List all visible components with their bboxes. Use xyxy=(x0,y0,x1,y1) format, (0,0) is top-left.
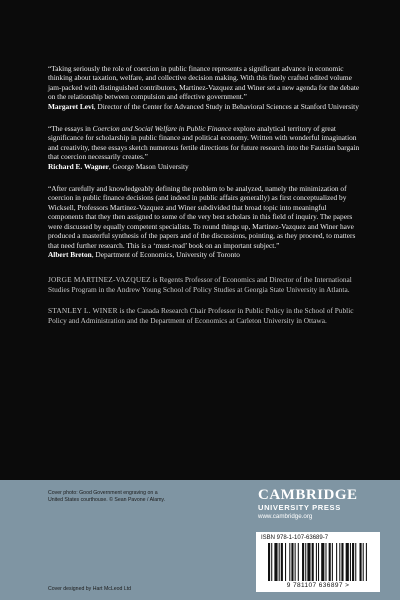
barcode-bar xyxy=(291,543,293,581)
bio-name: STANLEY L. WINER xyxy=(48,306,118,316)
bio-text: is the Canada Research Chair Professor in Public Policy in the School of Public Policy and Administration and the Department of Economics at Carleton University in Ottawa. xyxy=(48,306,354,325)
barcode-bar xyxy=(302,543,304,581)
barcode-panel xyxy=(256,532,380,592)
bio-name: JORGE MARTINEZ-VAZQUEZ xyxy=(48,275,151,285)
bio-text: is Regents Professor of Economics and Director of the International Studies Program in the Andrew Young School of Policy Studies at Georgia State University in Atlanta. xyxy=(48,275,352,294)
publisher-url: www.cambridge.org xyxy=(258,513,313,520)
barcode-bar xyxy=(279,543,280,581)
barcode-bar xyxy=(316,543,317,581)
endorsement-levi xyxy=(48,64,362,111)
barcode-bar xyxy=(321,543,324,581)
barcode-bar xyxy=(325,543,326,581)
quote-attribution xyxy=(48,162,362,171)
quote-author: Albert Breton xyxy=(48,249,92,259)
endorsement-breton xyxy=(48,184,362,259)
barcode-bar xyxy=(336,543,337,581)
barcode-bar xyxy=(341,543,343,581)
endorsement-wagner xyxy=(48,124,362,171)
publisher-subtitle: UNIVERSITY PRESS xyxy=(258,503,341,512)
book-title: Coercion and Social Welfare in Public Finance xyxy=(92,124,232,134)
quote-text: “Taking seriously the role of coercion in public finance represents a significant advance in economic thinking about taxation, welfare, and collective decision making. With this finely crafted edited volume jam-packed with distinguished contributors, Martinez-Vazquez and Winer set a new agenda for the debate on the relationship between compulsion and effective government.” xyxy=(48,64,360,102)
bio-winer xyxy=(48,306,362,325)
cover-photo-credit: Cover photo: Good Government engraving on a United States courthouse. © Sean Pavone / Alamy. xyxy=(48,490,166,504)
bottom-band xyxy=(0,480,400,600)
barcode-bar xyxy=(289,543,290,581)
publisher-name: CAMBRIDGE xyxy=(258,487,358,503)
endorsements-section xyxy=(48,64,362,337)
barcode-bar xyxy=(307,543,310,581)
barcode-bar xyxy=(281,543,283,581)
barcode-bar xyxy=(318,543,319,581)
quote-author: Margaret Levi xyxy=(48,101,94,111)
barcode-bar xyxy=(350,543,351,581)
barcode-bar xyxy=(366,543,367,581)
barcode-bar xyxy=(352,543,354,581)
quote-attribution xyxy=(48,250,362,259)
quote-attribution xyxy=(48,102,362,111)
barcode-bar xyxy=(332,543,333,581)
quote-text: “After carefully and knowledgeably defining the problem to be analyzed, namely the minimization of coercion in public finance decisions (and indeed in public affairs generally) as first conceptualized by Wicksell, Professors Martinez-Vazquez and Winer subdivided that broad topic into meaningful components that they then assigned to some of the very best scholars in this field of inquiry. The papers were discussed by equally competent specialists. To round things up, Martinez-Vazquez and Winer have produced a masterful synthesis of the papers and of the discussions, pointing, as they proceed, to matters that need further research. This is a ‘must-read’ book on an important subject.” xyxy=(48,184,356,250)
barcode-bar xyxy=(346,543,349,581)
barcode-bar xyxy=(305,543,306,581)
quote-text: “The essays in Coercion and Social Welfare in Public Finance explore analytical territory of great significance for scholarship in public finance and political economy. Written with wonderful imagination and creativity, these essays sketch numerous fertile directions for future research into the Faustian bargain that coercion necessarily creates.” xyxy=(48,124,360,162)
publisher-logo xyxy=(258,488,378,521)
quote-affiliation: , George Mason University xyxy=(108,161,189,171)
bio-martinez-vazquez xyxy=(48,275,362,294)
barcode-bar xyxy=(271,543,272,581)
quote-affiliation: , Department of Economics, University of Toronto xyxy=(91,249,240,259)
barcode-number: 9 781107 636897 > xyxy=(286,582,350,589)
barcode-bar xyxy=(274,543,277,581)
barcode-bar xyxy=(285,543,286,581)
cover-design-credit: Cover designed by Hart McLeod Ltd xyxy=(48,586,132,592)
barcode-bar xyxy=(359,543,361,581)
barcode-bar xyxy=(295,543,296,581)
barcode-icon xyxy=(268,543,368,581)
barcode-bar xyxy=(329,543,331,581)
isbn-label: ISBN 978-1-107-63689-7 xyxy=(261,535,329,541)
barcode-bar xyxy=(355,543,356,581)
barcode-bar xyxy=(363,543,364,581)
quote-affiliation: , Director of the Center for Advanced Study in Behavioral Sciences at Stanford University xyxy=(93,101,359,111)
barcode-bar xyxy=(298,543,299,581)
barcode-bar xyxy=(312,543,314,581)
barcode-bar xyxy=(268,543,270,581)
barcode-bar xyxy=(339,543,340,581)
quote-author: Richard E. Wagner xyxy=(48,161,109,171)
